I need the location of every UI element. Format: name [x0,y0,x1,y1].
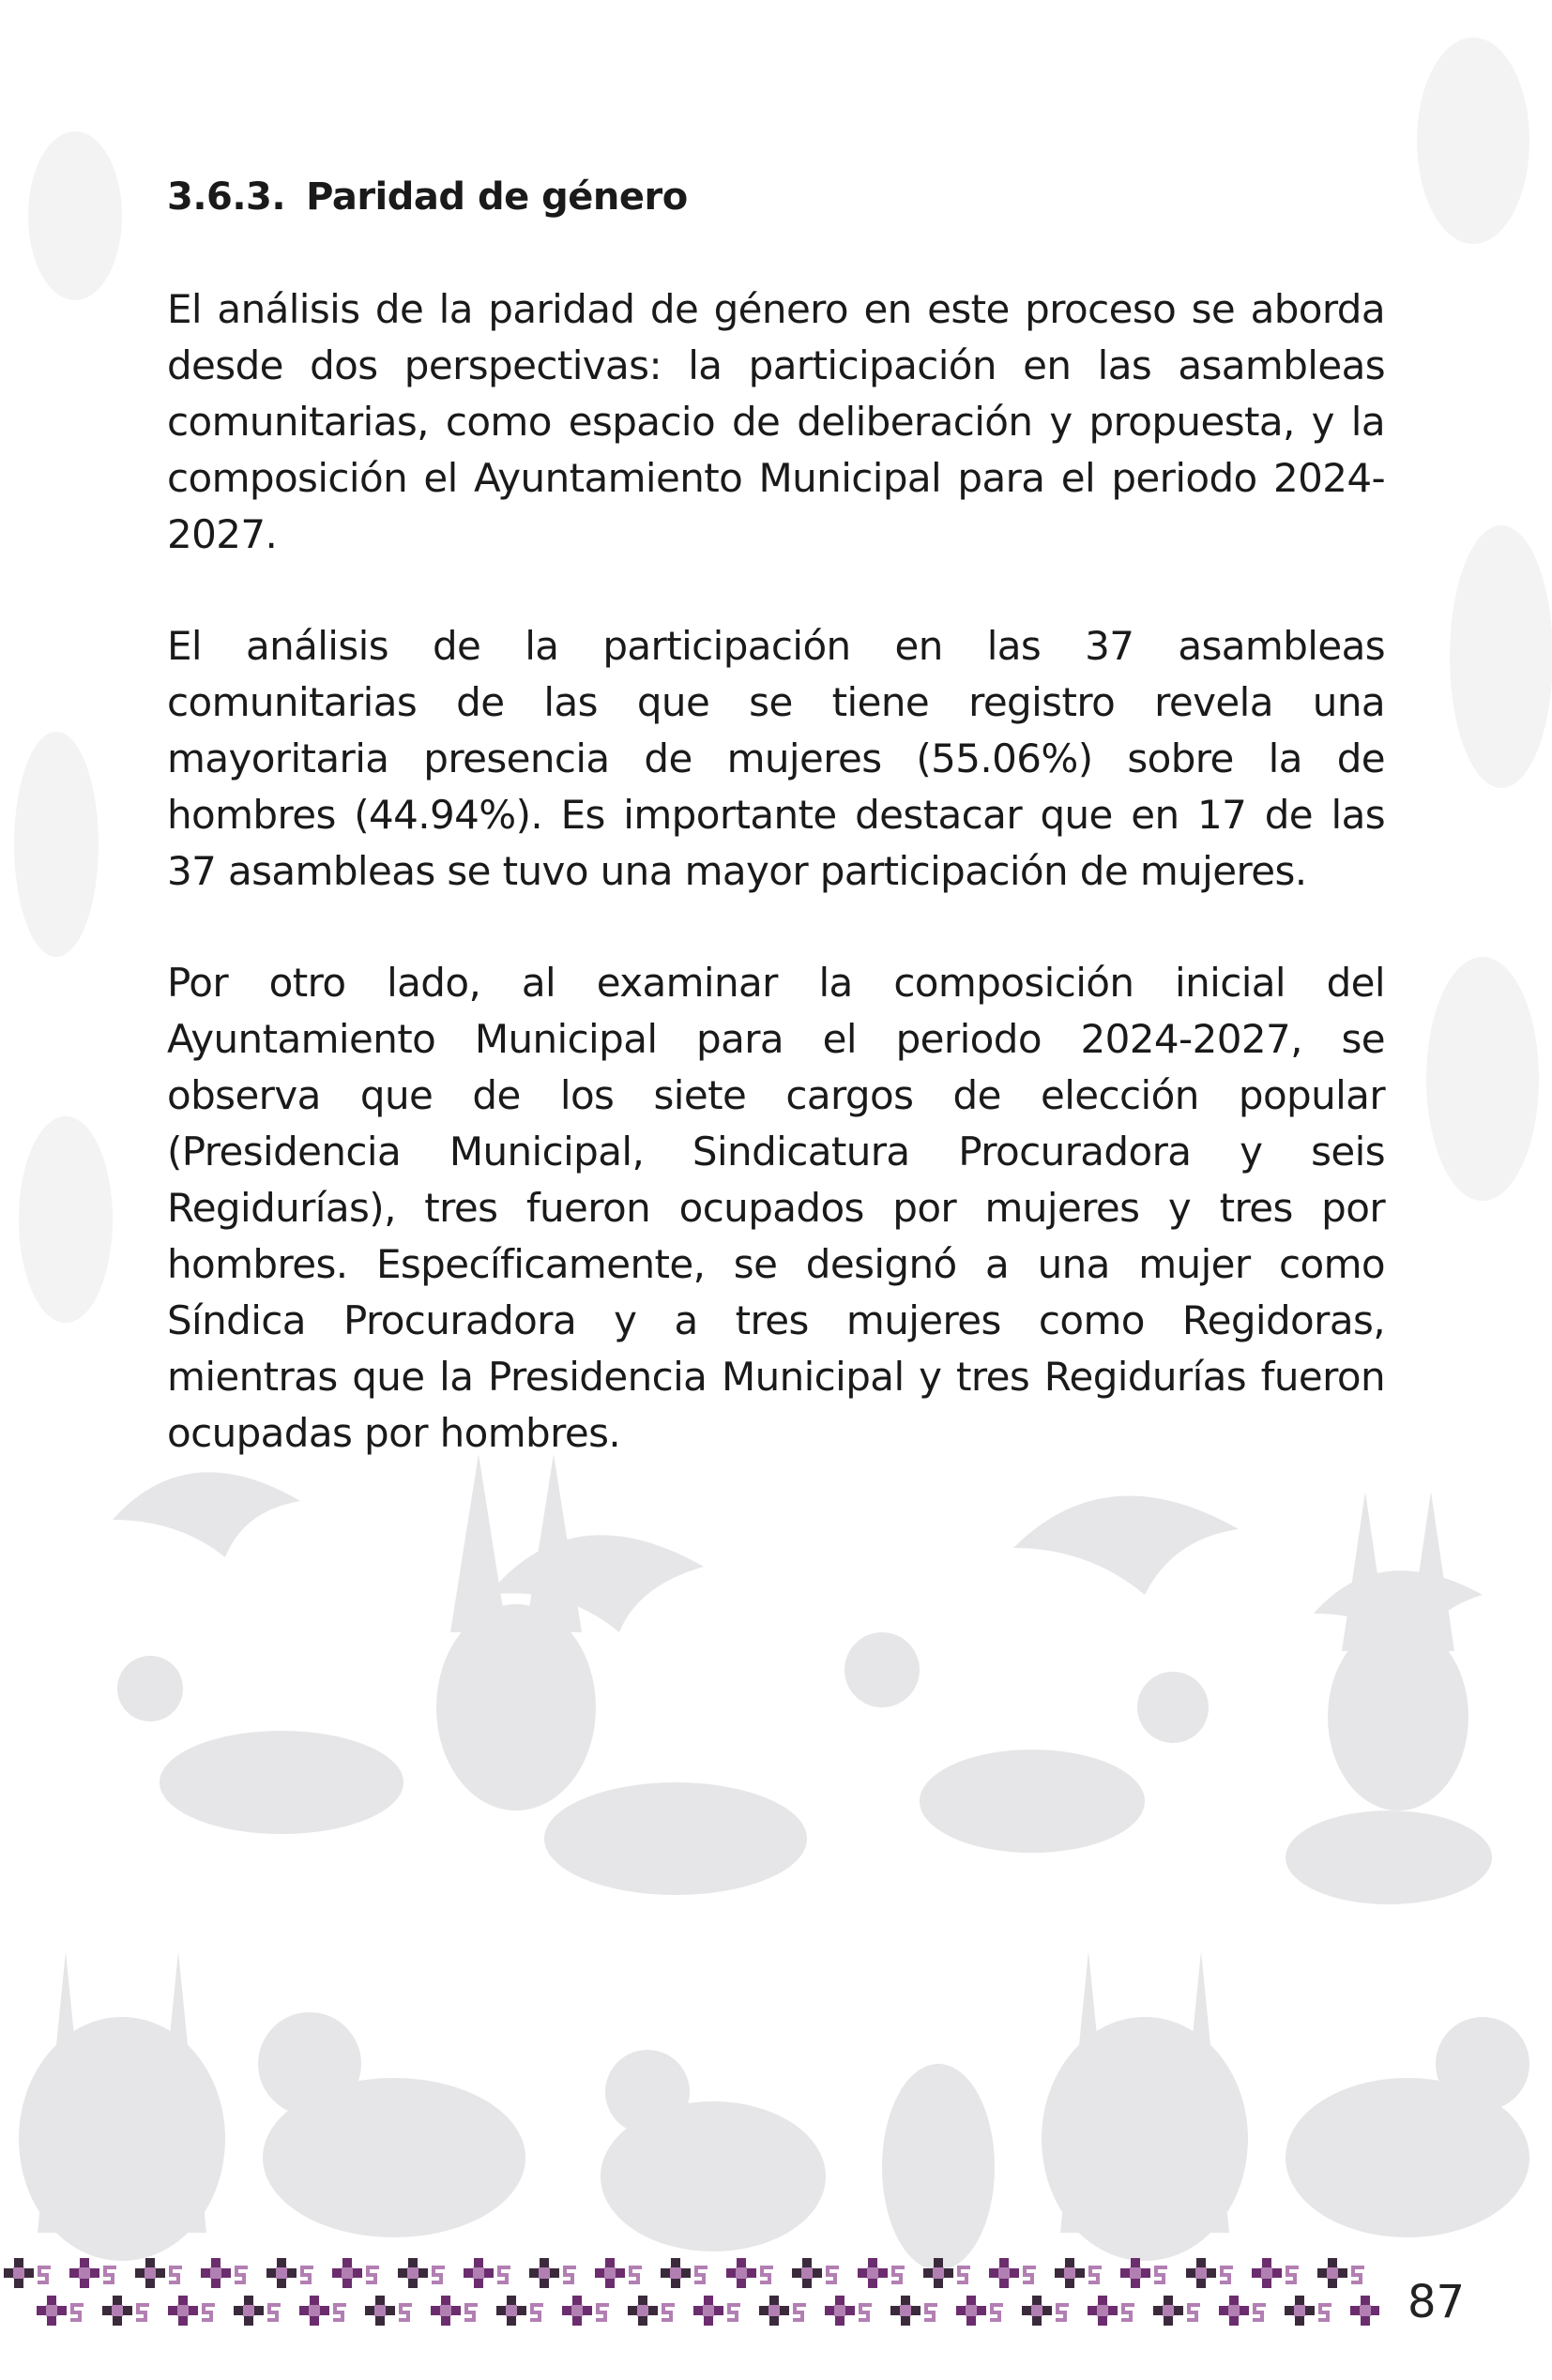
paragraph-3: Por otro lado, al examinar la composición inicial del Ayuntamiento Municipal para el periodo 2024-2027, se observa que de los siete cargos de elección popular (Presidencia Municipal, Sindicatura Procuradora y seis Regidurías), tres fueron ocupados por mujeres y tres por hombres. Específicamente, se designó a una mujer como Síndica Procuradora y a tres mujeres como Regidoras, mientras que la Presidencia Municipal y tres Regidurías fueron ocupadas por hombres. [167,960,1385,1456]
embroidered-flower-border-icon [0,2256,1379,2331]
section-title: Paridad de género [306,175,688,219]
page-number: 87 [1407,2276,1466,2328]
document-body [167,169,1385,1517]
section-number: 3.6.3. [167,175,286,219]
paragraph-1: El análisis de la paridad de género en este proceso se aborda desde dos perspectivas: la participación en las asambleas comunitarias, como espacio de deliberación y propuesta, y la composición el Ayuntamiento Municipal para el periodo 2024-2027. [167,286,1385,557]
paragraph-2: El análisis de la participación en las 37 asambleas comunitarias de las que se tiene registro revela una mayoritaria presencia de mujeres (55.06%) sobre la de hombres (44.94%). Es importante destacar que en 17 de las 37 asambleas se tuvo una mayor participación de mujeres. [167,623,1385,894]
section-heading [167,169,1385,225]
